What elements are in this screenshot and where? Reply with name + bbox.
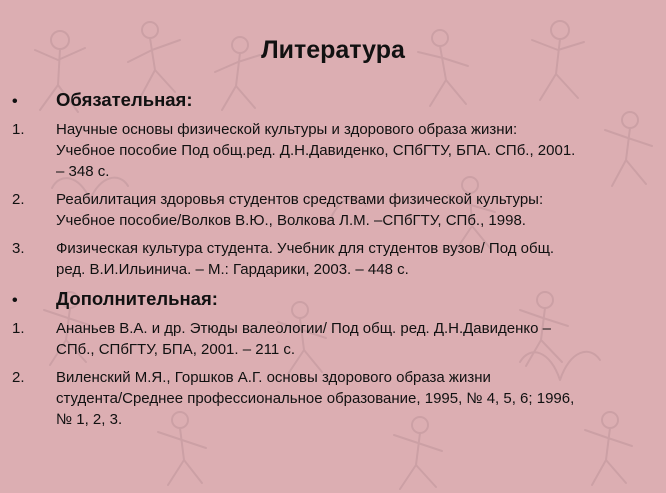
item-text <box>56 318 654 360</box>
item-number: 1. <box>12 121 25 138</box>
item-number: 1. <box>12 320 25 337</box>
section-heading-required <box>12 88 662 114</box>
item-line: Учебное пособие Под общ.ред. Д.Н.Давиденко, СПбГТУ, БПА. СПб., 2001. <box>56 142 576 159</box>
item-text <box>56 238 654 280</box>
list-item <box>12 189 662 231</box>
item-line: Учебное пособие/Волков В.Ю., Волкова Л.М. –СПбГТУ, СПб., 1998. <box>56 212 526 229</box>
item-line: Ананьев В.А. и др. Этюды валеологии/ Под общ. ред. Д.Н.Давиденко – <box>56 320 551 337</box>
item-line: – 348 с. <box>56 163 110 180</box>
list-item <box>12 238 662 280</box>
bibliography-content <box>12 88 662 430</box>
bullet-marker: • <box>12 93 18 110</box>
item-text <box>56 367 654 430</box>
section-heading-text: Дополнительная: <box>56 288 218 309</box>
item-line: СПб., СПбГТУ, БПА, 2001. – 211 с. <box>56 341 295 358</box>
item-line: студента/Среднее профессиональное образование, 1995, № 4, 5, 6; 1996, <box>56 390 575 407</box>
list-item <box>12 119 662 182</box>
list-item <box>12 367 662 430</box>
item-line: Физическая культура студента. Учебник для студентов вузов/ Под общ. <box>56 240 555 257</box>
section-heading-text: Обязательная: <box>56 89 193 110</box>
bullet-marker: • <box>12 292 18 309</box>
item-text <box>56 189 654 231</box>
item-line: ред. В.И.Ильинича. – М.: Гардарики, 2003. – 448 с. <box>56 261 409 278</box>
item-line: Научные основы физической культуры и здорового образа жизни: <box>56 121 518 138</box>
list-item <box>12 318 662 360</box>
section-heading-additional <box>12 287 662 313</box>
item-number: 2. <box>12 369 25 386</box>
item-number: 3. <box>12 240 25 257</box>
item-text <box>56 119 654 182</box>
item-line: Виленский М.Я., Горшков А.Г. основы здорового образа жизни <box>56 369 491 386</box>
item-line: № 1, 2, 3. <box>56 411 123 428</box>
slide-title: Литература <box>261 36 405 64</box>
item-number: 2. <box>12 191 25 208</box>
item-line: Реабилитация здоровья студентов средствами физической культуры: <box>56 191 544 208</box>
